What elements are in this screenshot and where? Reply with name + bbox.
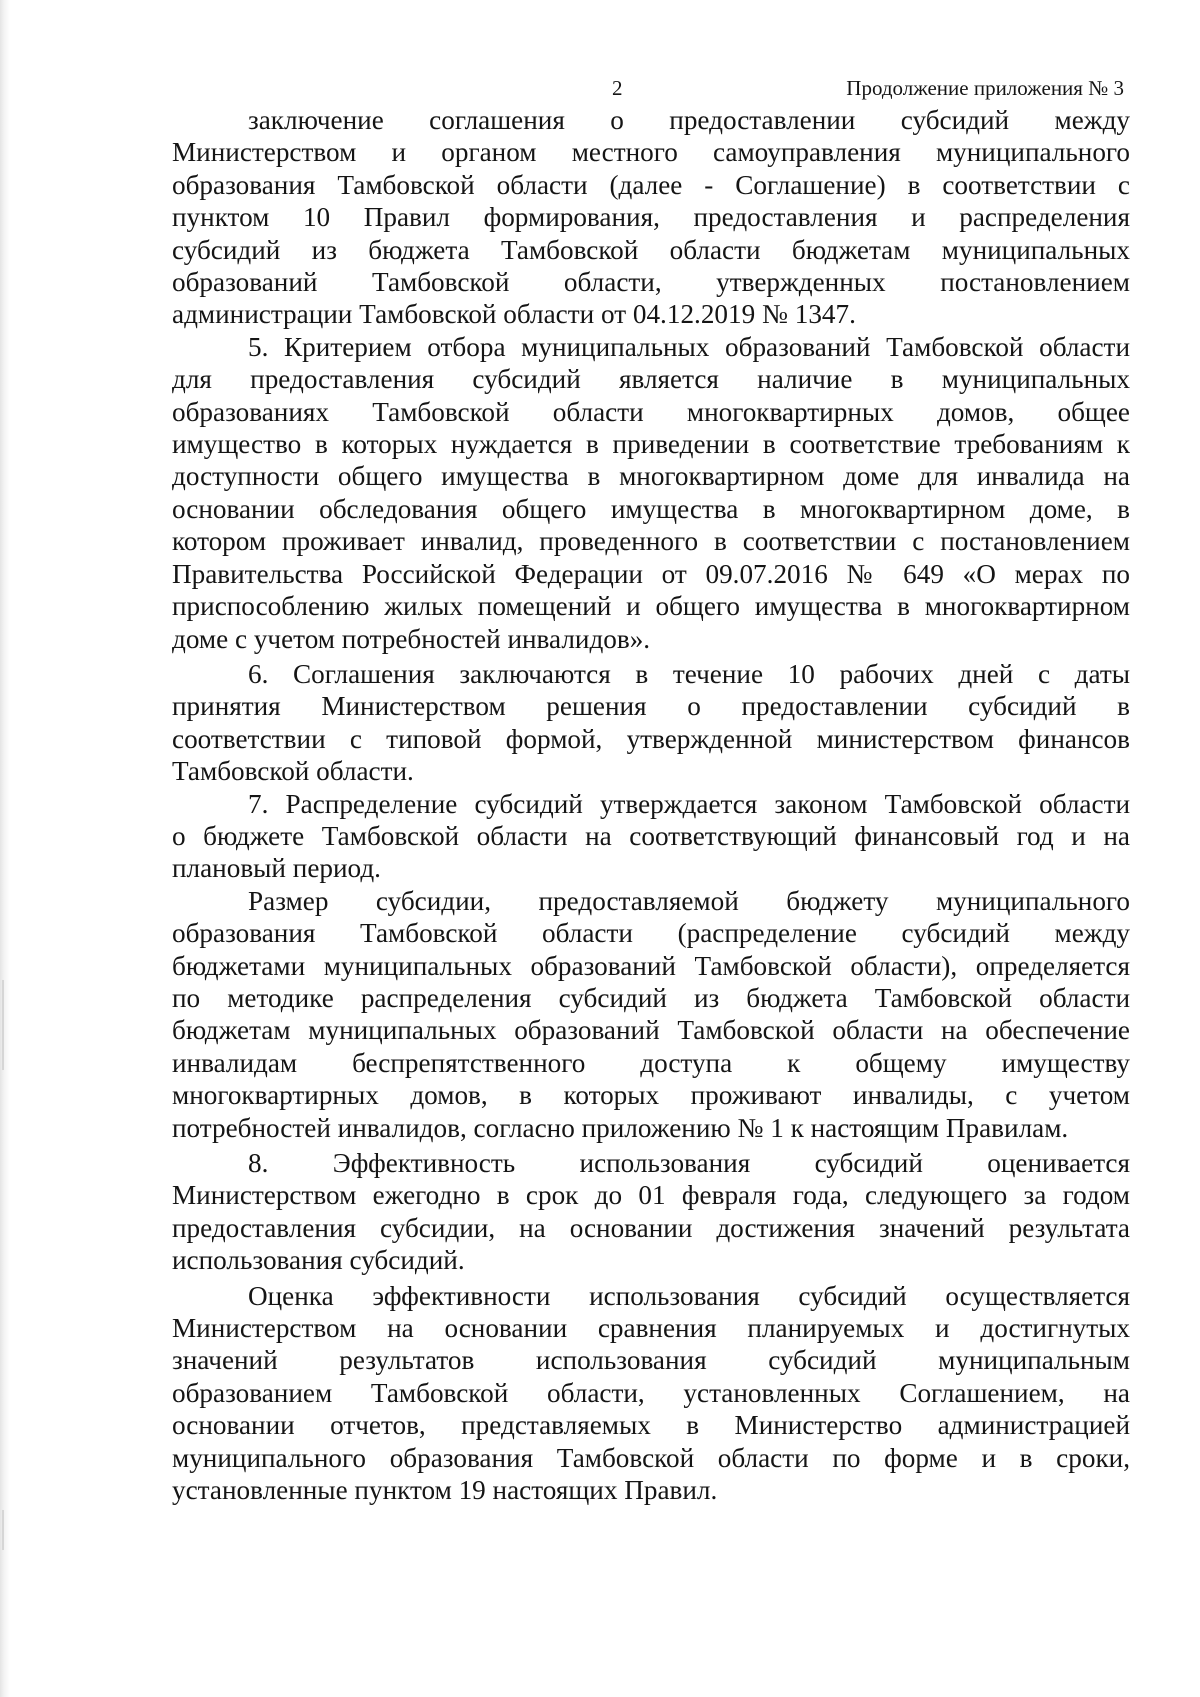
text-line: по методике распределения субсидий из бюджета Тамбовской области xyxy=(172,982,1130,1013)
paragraph xyxy=(172,658,1130,788)
text-line: плановый период. xyxy=(172,853,381,884)
text-line: заключение соглашения о предоставлении субсидий между xyxy=(248,105,1130,135)
document-body xyxy=(172,104,1130,1506)
text-line: доме с учетом потребностей инвалидов». xyxy=(172,623,651,654)
text-line: соответствии с типовой формой, утвержденной министерством финансов xyxy=(172,723,1130,754)
text-line: Оценка эффективности использования субсидий осуществляется xyxy=(248,1280,1130,1311)
scan-left-edge xyxy=(0,0,10,1697)
text-line: бюджетам муниципальных образований Тамбовской области на обеспечение xyxy=(172,1015,1130,1046)
paragraph xyxy=(172,331,1130,655)
text-line: для предоставления субсидий является наличие в муниципальных xyxy=(172,364,1130,395)
paragraph xyxy=(172,885,1130,1144)
text-line: Министерством на основании сравнения планируемых и достигнутых xyxy=(172,1313,1130,1344)
text-line: Министерством и органом местного самоуправления муниципального xyxy=(172,137,1130,168)
text-line: Тамбовской области. xyxy=(172,756,414,787)
page-header xyxy=(0,76,1200,106)
text-line: Правительства Российской Федерации от 09.07.2016 № 649 «О мерах по xyxy=(172,558,1130,589)
text-line: муниципального образования Тамбовской области по форме и в сроки, xyxy=(172,1442,1130,1473)
paragraph xyxy=(172,1147,1130,1277)
text-line: основании обследования общего имущества в многоквартирном доме, в xyxy=(172,493,1130,524)
text-line: образованием Тамбовской области, установленных Соглашением, на xyxy=(172,1377,1130,1408)
text-line: Размер субсидии, предоставляемой бюджету муниципального xyxy=(248,885,1130,916)
text-line: имущество в которых нуждается в приведении в соответствие требованиям к xyxy=(172,429,1130,460)
text-line: 8. Эффективность использования субсидий оценивается xyxy=(248,1148,1130,1178)
text-line: многоквартирных домов, в которых проживают инвалиды, с учетом xyxy=(172,1080,1130,1111)
text-line: 6. Соглашения заключаются в течение 10 рабочих дней с даты xyxy=(248,658,1130,689)
text-line: доступности общего имущества в многоквартирном доме для инвалида на xyxy=(172,461,1130,492)
text-line: потребностей инвалидов, согласно приложению № 1 к настоящим Правилам. xyxy=(172,1112,1069,1143)
text-line: администрации Тамбовской области от 04.12.2019 № 1347. xyxy=(172,299,856,330)
text-line: о бюджете Тамбовской области на соответствующий финансовый год и на xyxy=(172,820,1130,851)
text-line: котором проживает инвалид, проведенного в соответствии с постановлением xyxy=(172,526,1130,557)
text-line: 5. Критерием отбора муниципальных образований Тамбовской области xyxy=(248,331,1130,362)
text-line: бюджетами муниципальных образований Тамбовской области), определяется xyxy=(172,950,1130,981)
text-line: инвалидам беспрепятственного доступа к общему имуществу xyxy=(172,1047,1130,1078)
scan-mark xyxy=(2,1510,4,1550)
text-line: образований Тамбовской области, утвержденных постановлением xyxy=(172,267,1130,298)
appendix-continuation-label: Продолжение приложения № 3 xyxy=(846,76,1124,100)
text-line: пунктом 10 Правил формирования, предоставления и распределения xyxy=(172,202,1130,233)
text-line: установленные пунктом 19 настоящих Правил. xyxy=(172,1475,718,1506)
text-line: основании отчетов, представляемых в Министерство администрацией xyxy=(172,1410,1130,1441)
text-line: образованиях Тамбовской области многоквартирных домов, общее xyxy=(172,396,1130,427)
text-line: 7. Распределение субсидий утверждается законом Тамбовской области xyxy=(248,788,1130,819)
scan-mark xyxy=(2,980,4,1070)
text-line: образования Тамбовской области (далее - Соглашение) в соответствии с xyxy=(172,169,1130,200)
text-line: принятия Министерством решения о предоставлении субсидий в xyxy=(172,691,1130,722)
text-line: Министерством ежегодно в срок до 01 февраля года, следующего за годом xyxy=(172,1180,1130,1211)
page-number: 2 xyxy=(612,76,623,100)
paragraph xyxy=(172,1280,1130,1507)
text-line: субсидий из бюджета Тамбовской области бюджетам муниципальных xyxy=(172,234,1130,265)
text-line: приспособлению жилых помещений и общего имущества в многоквартирном xyxy=(172,591,1130,622)
text-line: значений результатов использования субсидий муниципальным xyxy=(172,1345,1130,1376)
text-line: образования Тамбовской области (распределение субсидий между xyxy=(172,918,1130,949)
text-line: предоставления субсидии, на основании достижения значений результата xyxy=(172,1212,1130,1243)
text-line: использования субсидий. xyxy=(172,1245,465,1276)
paragraph xyxy=(172,104,1130,331)
paragraph xyxy=(172,788,1130,885)
